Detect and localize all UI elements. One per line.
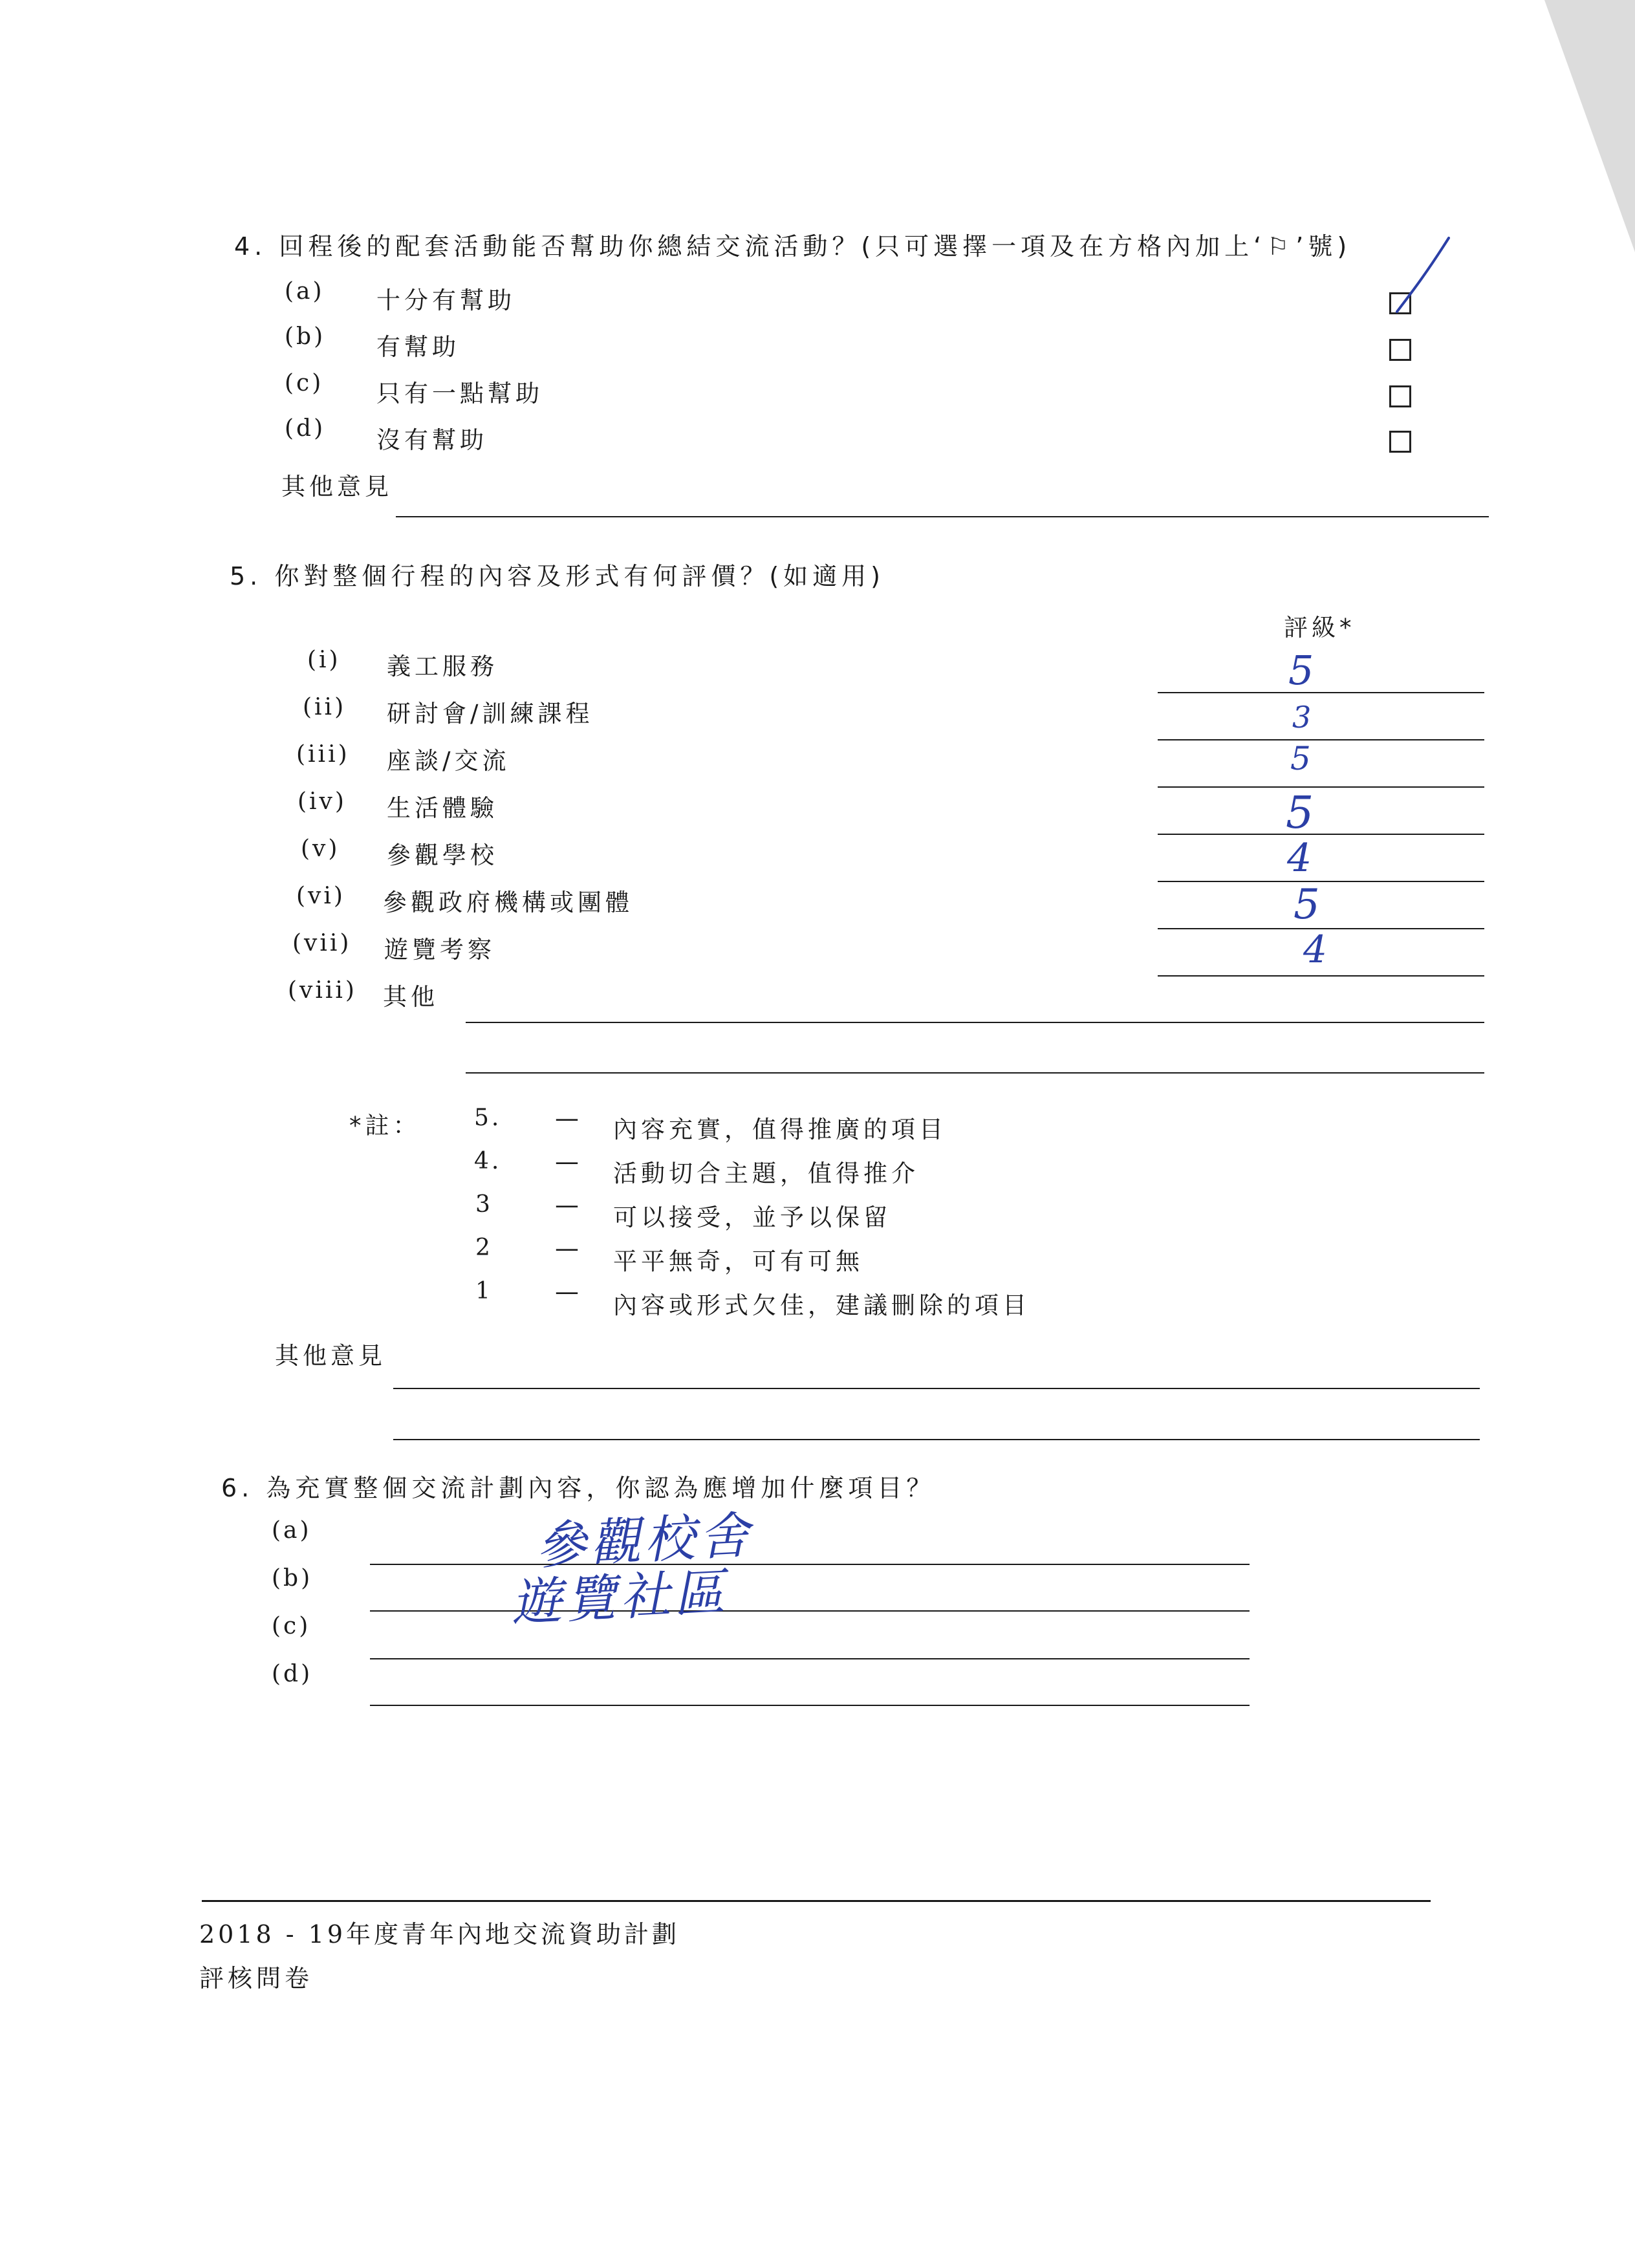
q5-note-2-dash: —: [555, 1148, 583, 1176]
q6-answer-line-c[interactable]: [370, 1658, 1250, 1659]
q4-handwritten-tick: [1378, 233, 1455, 323]
q5-item-8-num: (viii): [288, 977, 357, 1004]
q5-other-label: 其他意見: [275, 1342, 386, 1370]
q6-item-b-key: (b): [272, 1565, 313, 1592]
q4-option-d-key: (d): [285, 415, 326, 442]
q5-other-line-2[interactable]: [466, 1072, 1484, 1074]
q5-rating-line-2[interactable]: [1158, 739, 1484, 740]
q5-item-1-num: (i): [307, 647, 341, 673]
q5-item-1-label: 義工服務: [387, 653, 498, 680]
footer-line-2: 評核問卷: [199, 1964, 314, 1993]
q5-item-5-num: (v): [301, 836, 340, 862]
q5-note-2-text: 活動切合主題，值得推介: [613, 1160, 919, 1187]
q5-item-7-label: 遊覽考察: [384, 936, 495, 964]
q5-rating-1: 5: [1288, 647, 1314, 694]
q4-option-b-label: 有幫助: [376, 333, 460, 361]
q5-note-4-text: 平平無奇，可有可無: [613, 1247, 863, 1275]
q4-option-b-key: (b): [285, 323, 326, 350]
q6-answer-line-b[interactable]: [370, 1610, 1250, 1612]
q6-answer-line-d[interactable]: [370, 1705, 1250, 1706]
q5-rating-line-3[interactable]: [1158, 786, 1484, 788]
q4-title-text: 4. 回程後的配套活動能否幫助你總結交流活動？(只可選擇一項及在方格內加上‘: [234, 232, 1266, 261]
footer-rule: [202, 1900, 1431, 1902]
q5-note-label: *註：: [349, 1112, 421, 1139]
footer-line-1: 2018 - 19年度青年內地交流資助計劃: [199, 1920, 680, 1949]
q4-checkbox-b[interactable]: [1389, 339, 1411, 361]
q5-rating-line-1[interactable]: [1158, 692, 1484, 693]
q4-option-a-label: 十分有幫助: [376, 286, 515, 314]
q5-rating-5: 4: [1287, 836, 1312, 881]
q5-note-3-score: 3: [475, 1191, 493, 1218]
q5-other-comment-line-1[interactable]: [393, 1388, 1480, 1389]
q5-rating-4: 5: [1286, 788, 1314, 839]
q6-title: 6. 為充實整個交流計劃內容，你認為應增加什麼項目？: [221, 1474, 936, 1502]
q5-note-2-score: 4.: [474, 1148, 502, 1174]
q5-note-4-score: 2: [475, 1235, 493, 1261]
q4-checkbox-c[interactable]: [1389, 385, 1411, 407]
q5-item-7-num: (vii): [292, 930, 352, 956]
q4-option-a-key: (a): [285, 278, 325, 305]
q5-note-5-score: 1: [475, 1278, 493, 1304]
q6-item-d-key: (d): [272, 1661, 313, 1687]
q4-title-end: ’號): [1295, 232, 1352, 261]
q5-note-1-score: 5.: [474, 1105, 502, 1131]
q5-note-5-dash: —: [555, 1278, 583, 1306]
q5-item-4-label: 生活體驗: [387, 794, 498, 822]
q5-other-line-1[interactable]: [466, 1022, 1484, 1023]
q5-item-3-label: 座談/交流: [387, 747, 510, 775]
q5-note-5-text: 內容或形式欠佳，建議刪除的項目: [613, 1291, 1030, 1319]
folded-corner: [1544, 0, 1635, 252]
q5-item-3-num: (iii): [296, 741, 350, 768]
q6-answer-line-a[interactable]: [370, 1564, 1250, 1565]
q5-item-8-label: 其他: [383, 983, 439, 1011]
tick-symbol: ⚐: [1269, 232, 1292, 261]
q5-note-1-text: 內容充實，值得推廣的項目: [613, 1116, 947, 1143]
q4-checkbox-d[interactable]: [1389, 431, 1411, 453]
q5-item-6-num: (vi): [296, 883, 345, 909]
q4-option-c-label: 只有一點幫助: [376, 380, 543, 407]
q5-note-3-dash: —: [555, 1191, 583, 1219]
q5-note-3-text: 可以接受，並予以保留: [613, 1204, 891, 1231]
q4-title: [234, 226, 1351, 262]
q5-item-2-label: 研討會/訓練課程: [387, 700, 594, 728]
q4-other-label: 其他意見: [281, 473, 393, 501]
q5-rating-line-5[interactable]: [1158, 881, 1484, 882]
q5-item-4-num: (iv): [298, 788, 347, 815]
q5-rating-7: 4: [1303, 927, 1327, 971]
q5-note-4-dash: —: [555, 1235, 583, 1262]
q4-option-d-label: 沒有幫助: [376, 426, 488, 454]
q4-option-c-key: (c): [285, 370, 324, 396]
q6-answer-b: 遊覽社區: [510, 1563, 730, 1633]
q6-item-a-key: (a): [272, 1517, 312, 1544]
q5-title: 5. 你對整個行程的內容及形式有何評價？(如適用): [230, 562, 885, 590]
q6-item-c-key: (c): [272, 1613, 311, 1639]
q6-answer-a: 參觀校舍: [534, 1506, 755, 1576]
q5-item-5-label: 參觀學校: [387, 841, 498, 869]
q5-rating-2: 3: [1292, 700, 1312, 735]
q5-note-1-dash: —: [555, 1105, 583, 1132]
q5-other-comment-line-2[interactable]: [393, 1439, 1480, 1440]
q5-rating-line-7[interactable]: [1158, 975, 1484, 977]
q5-rating-line-4[interactable]: [1158, 834, 1484, 835]
q5-rating-6: 5: [1294, 881, 1320, 929]
q5-item-6-label: 參觀政府機構或團體: [383, 889, 633, 916]
q5-rating-header: 評級*: [1284, 614, 1356, 642]
q5-rating-3: 5: [1290, 740, 1311, 777]
q4-other-line[interactable]: [396, 516, 1489, 517]
q5-item-2-num: (ii): [303, 694, 347, 720]
